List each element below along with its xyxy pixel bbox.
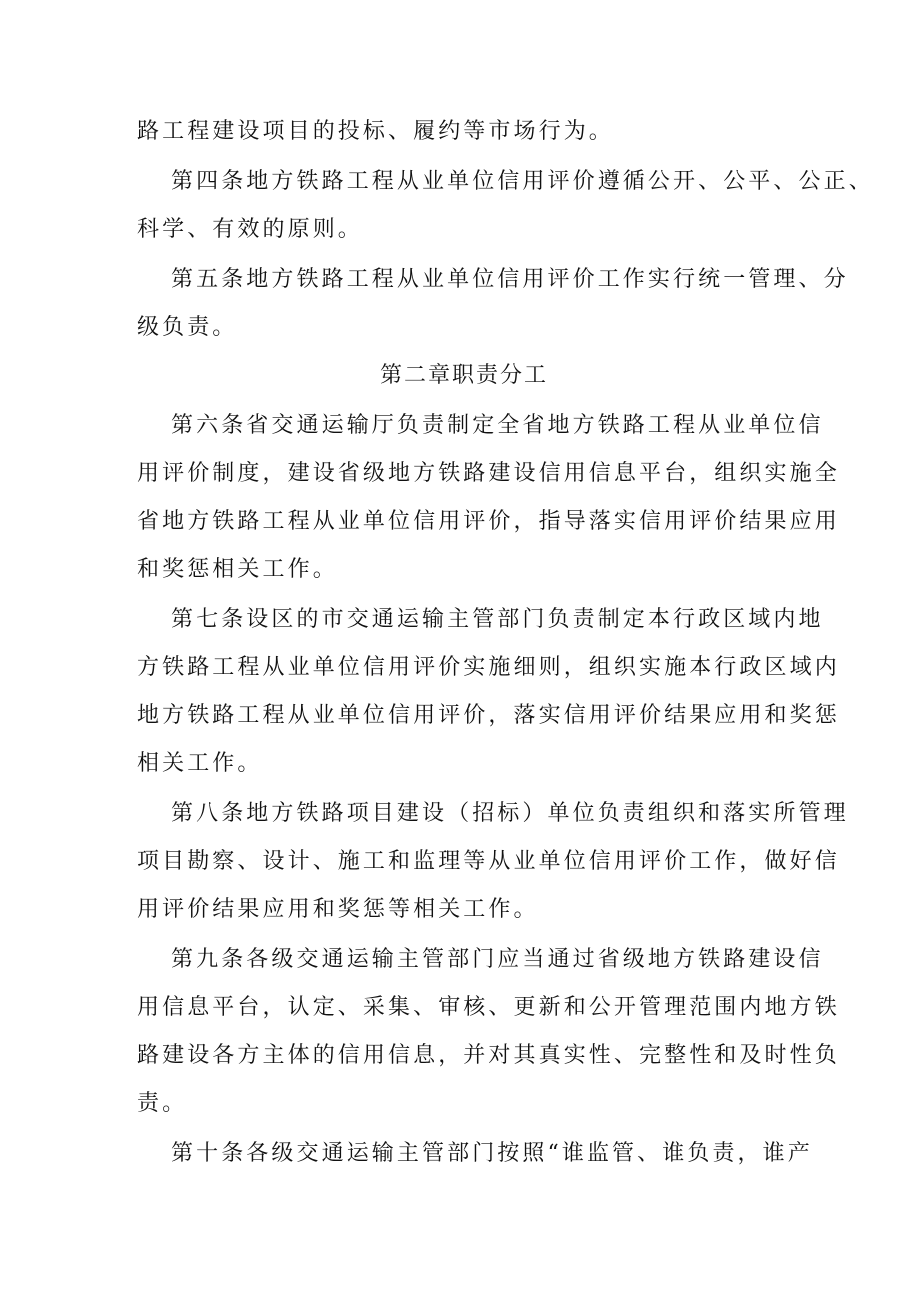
- text-line: 和奖惩相关工作。: [137, 557, 338, 582]
- text-line: 第八条地方铁路项目建设（招标）单位负责组织和落实所管理: [171, 801, 849, 826]
- article-5: [137, 256, 849, 352]
- text-line: 科学、有效的原则。: [137, 217, 363, 242]
- article-7: [137, 596, 840, 788]
- text-line: 第十条各级交通运输主管部门按照“谁监管、谁负责，谁产: [171, 1141, 813, 1166]
- text-line: 级负责。: [137, 315, 238, 340]
- paragraph-continuation: [137, 108, 791, 156]
- article-4: [137, 158, 874, 254]
- text-line: 方铁路工程从业单位信用评价实施细则，组织实施本行政区域内: [137, 655, 840, 680]
- text-line: 第五条地方铁路工程从业单位信用评价工作实行统一管理、分: [171, 267, 849, 292]
- text-line: 路建设各方主体的信用信息，并对其真实性、完整性和及时性负: [137, 1043, 840, 1068]
- article-6: [137, 402, 840, 594]
- text-line: 用评价结果应用和奖惩等相关工作。: [137, 897, 539, 922]
- chapter-heading: 第二章职责分工: [379, 363, 548, 388]
- text-line: 第四条地方铁路工程从业单位信用评价遵循公开、公平、公正、: [171, 169, 874, 194]
- document-body: [137, 108, 874, 1178]
- article-10: [137, 1130, 813, 1178]
- text-line: 第九条各级交通运输主管部门应当通过省级地方铁路建设信: [171, 947, 824, 972]
- text-line: 地方铁路工程从业单位信用评价，落实信用评价结果应用和奖惩: [137, 703, 840, 728]
- text-line: 用评价制度，建设省级地方铁路建设信用信息平台，组织实施全: [137, 461, 840, 486]
- text-line: 第六条省交通运输厅负责制定全省地方铁路工程从业单位信: [171, 413, 824, 438]
- text-line: 相关工作。: [137, 751, 263, 776]
- text-line: 省地方铁路工程从业单位信用评价，指导落实信用评价结果应用: [137, 509, 840, 534]
- text-line: 用信息平台，认定、采集、审核、更新和公开管理范围内地方铁: [137, 995, 840, 1020]
- article-8: [137, 790, 849, 934]
- text-line: 项目勘察、设计、施工和监理等从业单位信用评价工作，做好信: [137, 849, 840, 874]
- text-line: 责。: [137, 1091, 188, 1116]
- text-line: 第七条设区的市交通运输主管部门负责制定本行政区域内地: [171, 607, 824, 632]
- article-9: [137, 936, 840, 1128]
- text-line: 路工程建设项目的投标、履约等市场行为。: [137, 119, 614, 144]
